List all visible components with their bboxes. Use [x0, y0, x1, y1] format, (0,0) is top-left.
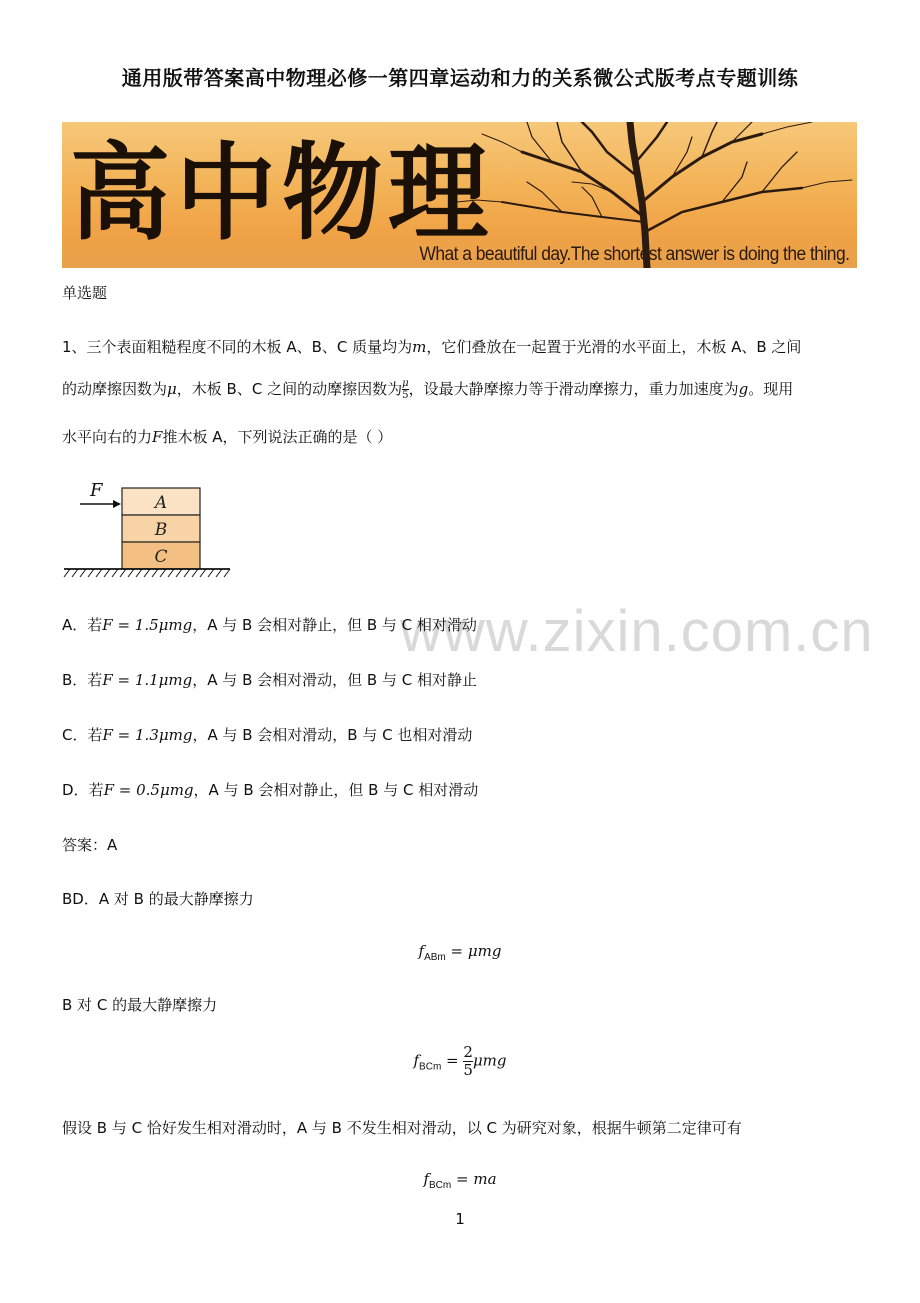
watermark: www.zixin.com.cn: [400, 599, 874, 664]
option-b[interactable]: B．若F = 1.1μmg，A 与 B 会相对滑动，但 B 与 C 相对静止: [62, 671, 477, 689]
solution-line-1: BD．A 对 B 的最大静摩擦力: [62, 890, 254, 908]
force-arrowhead: [113, 500, 121, 508]
fraction-two-fifths: $\frac{2}{5}$: [463, 1043, 473, 1079]
solution-line-3: 假设 B 与 C 恰好发生相对滑动时，A 与 B 不发生相对滑动，以 C 为研究对象，根据牛顿第二定律可有: [62, 1119, 742, 1137]
question-line-2: 的动摩擦因数为μ，木板 B、C 之间的动摩擦因数为 $\frac{\mu}{5}$ ，设最大静摩擦力等于滑动摩擦力，重力加速度为g。现用: [62, 378, 794, 401]
block-a-label: A: [154, 493, 168, 513]
fraction-mu-over-5: $\frac{\mu}{5}$: [402, 378, 409, 401]
equation-f-bcm: $f_{BCm}$ = $\frac{2}{5}$ μmg: [413, 1043, 507, 1079]
page-number: 1: [455, 1210, 465, 1228]
answer-label: 答案：A: [62, 836, 118, 854]
option-c[interactable]: C．若F = 1.3μmg，A 与 B 会相对滑动，B 与 C 也相对滑动: [62, 726, 473, 744]
banner-image: [62, 122, 857, 268]
blocks-figure: [62, 478, 234, 582]
block-b-label: B: [154, 520, 168, 540]
banner-slogan: What a beautiful day.The shortest answer is doing the thing.: [418, 244, 849, 265]
section-label: 单选题: [62, 284, 108, 302]
ground-hatching: [64, 569, 230, 577]
question-line-3: 水平向右的力F推木板 A，下列说法正确的是（ ）: [62, 428, 393, 446]
equation-newton: $f_{BCm}$ = ma: [423, 1170, 497, 1191]
question-line-1: 1、三个表面粗糙程度不同的木板 A、B、C 质量均为m，它们叠放在一起置于光滑的水平面上，木板 A、B 之间: [62, 338, 802, 356]
equation-f-abm: $f_{ABm} = \mu mg$: [418, 942, 502, 963]
block-c-label: C: [154, 547, 168, 567]
document-title: 通用版带答案高中物理必修一第四章运动和力的关系微公式版考点专题训练: [121, 66, 799, 90]
solution-line-2: B 对 C 的最大静摩擦力: [62, 996, 218, 1014]
option-a[interactable]: A．若F = 1.5μmg，A 与 B 会相对静止，但 B 与 C 相对滑动: [62, 616, 477, 634]
force-label: F: [90, 480, 103, 501]
option-d[interactable]: D．若F = 0.5μmg，A 与 B 会相对静止，但 B 与 C 相对滑动: [62, 781, 479, 799]
banner-title: 高中物理: [70, 131, 494, 255]
